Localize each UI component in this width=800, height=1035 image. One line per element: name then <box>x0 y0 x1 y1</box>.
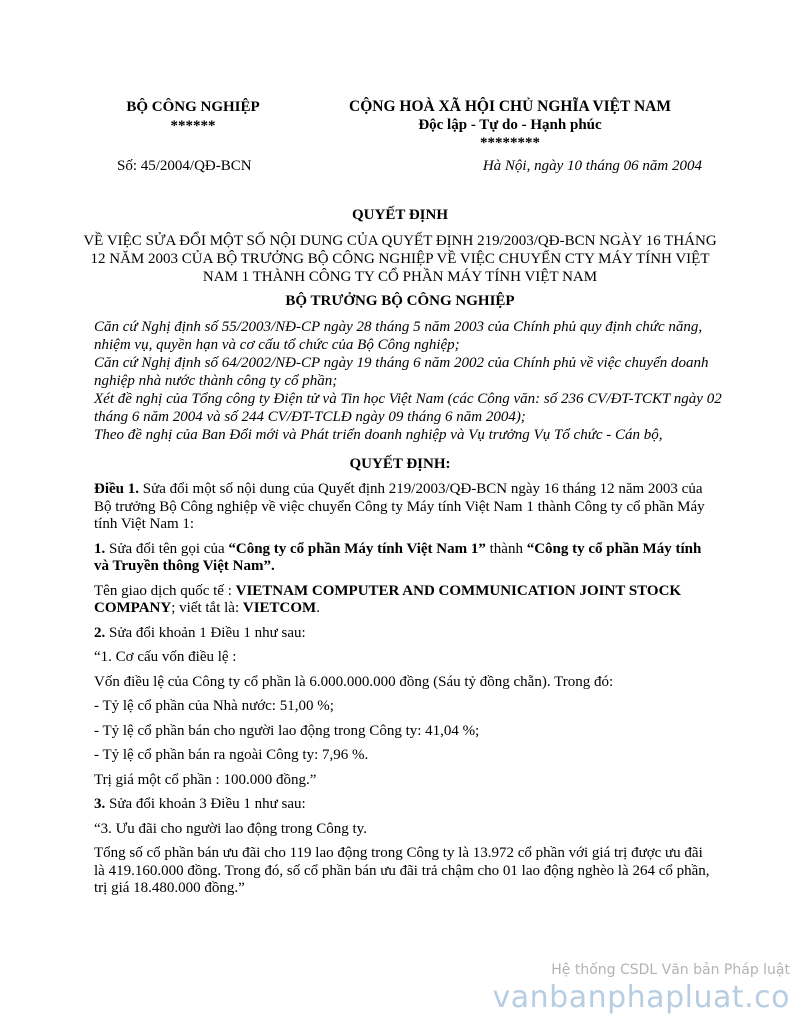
item-3 <box>94 796 716 814</box>
trade-name-value: VIETNAM COMPUTER AND COMMUNICATION JOINT STOCK COMPANY <box>94 582 682 616</box>
share-price: Trị giá một cổ phần : 100.000 đồng.” <box>94 771 317 788</box>
trade-name-label: Tên giao dịch quốc tế : <box>94 582 236 599</box>
national-header <box>315 98 705 152</box>
item-1 <box>94 541 716 576</box>
document-number: Số: 45/2004/QĐ-BCN <box>117 158 252 174</box>
capital-line: - Tỷ lệ cổ phần bán cho người lao động trong Công ty: 41,04 %; <box>94 722 480 739</box>
decision-heading: QUYẾT ĐỊNH: <box>349 456 451 472</box>
item-1-connector: thành <box>485 540 527 557</box>
item-3-text: Sửa đổi khoản 3 Điều 1 như sau: <box>105 796 306 812</box>
legal-basis: Xét đề nghị của Tổng công ty Điện tử và Tin học Việt Nam (các Công văn: số 236 CV/ĐT-TCKT ngày 02 tháng 6 năm 2004 và số 244 CV/ĐT-TCLĐ ngày 09 tháng 6 năm 2004); <box>94 391 722 425</box>
trade-name <box>94 583 716 618</box>
item-1-text: Sửa đổi tên gọi của <box>105 540 229 557</box>
article-1-label: Điều 1. <box>94 481 139 497</box>
old-company-name: “Công ty cổ phần Máy tính Việt Nam 1” <box>228 540 486 557</box>
document-subject: VỀ VIỆC SỬA ĐỔI MỘT SỐ NỘI DUNG CỦA QUYẾT ĐỊNH 219/2003/QĐ-BCN NGÀY 16 THÁNG 12 NĂM 2003 CỦA BỘ TRƯỞNG BỘ CÔNG NGHIỆP VỀ VIỆC CHUYỂN CTY MÁY TÍNH VIỆT NAM 1 THÀNH CÔNG TY CỔ PHẦN MÁY TÍNH VIỆT NAM <box>83 233 717 285</box>
issuer-header <box>98 98 288 136</box>
legal-basis: Căn cứ Nghị định số 55/2003/NĐ-CP ngày 28 tháng 5 năm 2003 của Chính phủ quy định chức năng, nhiệm vụ, quyền hạn và cơ cấu tổ chức của Bộ Công nghiệp; <box>94 319 703 353</box>
watermark-site: vanbanphapluat.co <box>492 980 790 1015</box>
trade-name-end: . <box>316 600 320 616</box>
item-2-number: 2. <box>94 624 106 641</box>
ministry-name: BỘ CÔNG NGHIỆP <box>126 99 260 115</box>
article-1 <box>94 481 716 534</box>
legal-basis: Căn cứ Nghị định số 64/2002/NĐ-CP ngày 19 tháng 6 năm 2002 của Chính phủ về việc chuyển doanh nghiệp nhà nước thành công ty cổ phần; <box>94 355 709 389</box>
motto: Độc lập - Tự do - Hạnh phúc <box>418 117 602 133</box>
decision-body <box>94 481 716 898</box>
motto-stars: ******** <box>480 135 540 151</box>
item-1-number: 1. <box>94 540 106 557</box>
item-2-text: Sửa đổi khoản 1 Điều 1 như sau: <box>105 624 306 641</box>
preference-heading: “3. Ưu đãi cho người lao động trong Công ty. <box>94 820 367 837</box>
abbreviation-label: ; viết tắt là: <box>171 600 243 616</box>
ministry-stars: ****** <box>170 118 216 134</box>
legal-basis: Theo đề nghị của Ban Đổi mới và Phát triển doanh nghiệp và Vụ trưởng Vụ Tổ chức - Cán bộ, <box>94 427 663 443</box>
new-company-name: “Công ty cổ phần Máy tính và Truyền thông Việt Nam”. <box>94 540 702 574</box>
capital-line: - Tỷ lệ cổ phần bán ra ngoài Công ty: 7,96 %. <box>94 747 369 763</box>
capital-line: - Tỷ lệ cổ phần của Nhà nước: 51,00 %; <box>94 698 334 714</box>
document-title: QUYẾT ĐỊNH <box>352 207 448 223</box>
issuing-authority: BỘ TRƯỞNG BỘ CÔNG NGHIỆP <box>285 293 515 309</box>
article-1-text: Sửa đổi một số nội dung của Quyết định 219/2003/QĐ-BCN ngày 16 tháng 12 năm 2003 của Bộ trưởng Bộ Công nghiệp về việc chuyển Công ty Máy tính Việt Nam 1 thành Công ty cổ phần Máy tính Việt Nam 1: <box>94 481 705 532</box>
item-2 <box>94 625 716 643</box>
place-date: Hà Nội, ngày 10 tháng 06 năm 2004 <box>482 158 702 174</box>
legal-bases <box>94 318 724 444</box>
capital-total: Vốn điều lệ của Công ty cổ phần là 6.000.000.000 đồng (Sáu tỷ đồng chẵn). Trong đó: <box>94 673 614 690</box>
abbreviation-value: VIETCOM <box>242 600 317 616</box>
watermark <box>493 962 790 1015</box>
item-3-number: 3. <box>94 796 106 812</box>
capital-heading: “1. Cơ cấu vốn điều lệ : <box>94 649 237 665</box>
preference-text: Tổng số cổ phần bán ưu đãi cho 119 lao động trong Công ty là 13.972 cổ phần với giá trị được ưu đãi là 419.160.000 đồng. Trong đó, số cổ phần bán ưu đãi trả chậm cho 01 lao động nghèo là 264 cổ phần, trị giá 18.480.000 đồng.” <box>94 845 710 896</box>
nation-name: CỘNG HOÀ XÃ HỘI CHỦ NGHĨA VIỆT NAM <box>349 98 671 115</box>
watermark-caption: Hệ thống CSDL Văn bản Pháp luật <box>551 962 790 978</box>
